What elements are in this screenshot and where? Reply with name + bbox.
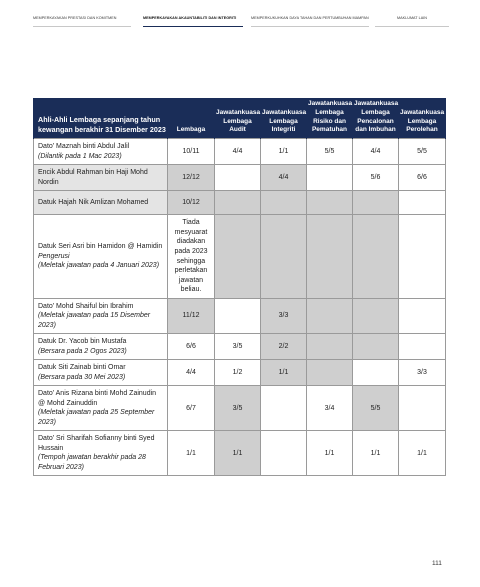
attendance-cell (307, 165, 353, 191)
attendance-cell (353, 298, 399, 334)
column-header: Jawatankuasa Lembaga Pencalonan dan Imbuhan (353, 98, 399, 139)
nav-tab-label: MEMPERKUKUHKAN DAYA TAHAN DAN PERTUMBUHAN MAMPAN (251, 16, 369, 20)
member-name: Dato’ Anis Rizana binti Mohd Zainudin @ Mohd Zainuddin (38, 390, 157, 407)
attendance-cell (353, 215, 399, 299)
attendance-cell (261, 191, 307, 215)
column-header: Jawatankuasa Lembaga Integriti (261, 98, 307, 139)
attendance-cell: 6/6 (168, 334, 215, 360)
member-name: Datuk Seri Asri bin Hamidon @ Hamidin (38, 243, 163, 251)
attendance-cell: 1/1 (399, 431, 446, 476)
attendance-cell: 10/12 (168, 191, 215, 215)
attendance-cell (215, 165, 261, 191)
attendance-cell (215, 298, 261, 334)
column-header: Jawatankuasa Lembaga Risiko dan Pematuhan (307, 98, 353, 139)
attendance-cell (261, 431, 307, 476)
top-navigation (33, 14, 450, 28)
table-row (34, 431, 446, 476)
table-row (34, 298, 446, 334)
attendance-table (33, 98, 446, 476)
attendance-cell (399, 191, 446, 215)
member-name: Dato’ Maznah binti Abdul Jalil (38, 143, 130, 151)
attendance-cell: 2/2 (261, 334, 307, 360)
table-row (34, 139, 446, 165)
nav-tab-daya-tahan[interactable] (251, 14, 369, 27)
attendance-cell (353, 191, 399, 215)
member-name-cell (34, 165, 168, 191)
attendance-cell (399, 215, 446, 299)
attendance-cell: 6/6 (399, 165, 446, 191)
column-header: Jawatankuasa Lembaga Perolehan (399, 98, 446, 139)
attendance-cell (307, 215, 353, 299)
member-note: (Meletak jawatan pada 15 Disember 2023) (38, 312, 151, 329)
attendance-cell (399, 386, 446, 431)
attendance-cell (215, 191, 261, 215)
attendance-cell: 3/5 (215, 334, 261, 360)
table-row (34, 360, 446, 386)
attendance-cell (353, 334, 399, 360)
table-row (34, 215, 446, 299)
attendance-cell: 4/4 (215, 139, 261, 165)
attendance-cell: 1/1 (307, 431, 353, 476)
attendance-cell: 6/7 (168, 386, 215, 431)
nav-tab-prestasi[interactable] (33, 14, 131, 27)
attendance-cell: 1/1 (261, 139, 307, 165)
member-name-cell (34, 360, 168, 386)
attendance-cell (399, 334, 446, 360)
attendance-cell: 10/11 (168, 139, 215, 165)
member-note: (Dilantik pada 1 Mac 2023) (38, 152, 122, 160)
attendance-cell: 11/12 (168, 298, 215, 334)
attendance-cell (307, 298, 353, 334)
member-name: Datuk Dr. Yacob bin Mustafa (38, 338, 127, 346)
attendance-cell: 12/12 (168, 165, 215, 191)
attendance-cell (307, 334, 353, 360)
member-name: Dato’ Sri Sharifah Sofianny binti Syed Hussain (38, 435, 155, 452)
attendance-cell (261, 386, 307, 431)
attendance-cell (261, 215, 307, 299)
member-note: (Tempoh jawatan berakhir pada 28 Februari 2023) (38, 454, 146, 471)
attendance-cell: 4/4 (353, 139, 399, 165)
attendance-cell: 1/2 (215, 360, 261, 386)
column-header: Ahli-Ahli Lembaga sepanjang tahun kewangan berakhir 31 Disember 2023 (34, 98, 168, 139)
member-name-cell (34, 431, 168, 476)
member-note: (Meletak jawatan pada 4 Januari 2023) (38, 262, 160, 270)
member-name: Datuk Siti Zainab binti Omar (38, 364, 126, 372)
attendance-cell: 3/4 (307, 386, 353, 431)
attendance-cell: 4/4 (261, 165, 307, 191)
nav-tab-maklumat-lain[interactable] (375, 14, 449, 27)
table-body (34, 139, 446, 476)
member-name-cell (34, 215, 168, 299)
member-name-cell (34, 334, 168, 360)
table-row (34, 334, 446, 360)
attendance-cell: 5/5 (353, 386, 399, 431)
page-number: 111 (432, 560, 442, 567)
attendance-cell: 1/1 (215, 431, 261, 476)
table-header-row (34, 98, 446, 139)
member-note: Pengerusi (38, 252, 70, 260)
attendance-cell: 3/3 (399, 360, 446, 386)
member-name-cell (34, 191, 168, 215)
attendance-cell (353, 360, 399, 386)
member-name-cell (34, 386, 168, 431)
table-row (34, 165, 446, 191)
attendance-cell: 3/5 (215, 386, 261, 431)
member-name: Dato’ Mohd Shaiful bin Ibrahim (38, 302, 134, 310)
attendance-cell: Tiada mesyuarat diadakan pada 2023 sehingga perletakan jawatan beliau. (168, 215, 215, 299)
attendance-cell: 5/5 (307, 139, 353, 165)
table-row (34, 191, 446, 215)
member-note: (Meletak jawatan pada 25 September 2023) (38, 409, 155, 426)
member-name: Encik Abdul Rahman bin Haji Mohd Nordin (38, 169, 148, 186)
attendance-cell: 5/6 (353, 165, 399, 191)
nav-tab-label: MEMPERKAYAKAN AKAUNTABILITI DAN INTEGRITI (143, 16, 237, 20)
attendance-cell: 5/5 (399, 139, 446, 165)
attendance-cell (399, 298, 446, 334)
table-row (34, 386, 446, 431)
nav-tab-akauntabiliti[interactable] (143, 14, 243, 27)
nav-tab-label: MAKLUMAT LAIN (396, 16, 428, 20)
attendance-cell (215, 215, 261, 299)
column-header: Jawatankuasa Lembaga Audit (215, 98, 261, 139)
attendance-cell (307, 191, 353, 215)
member-name-cell (34, 298, 168, 334)
member-name: Datuk Hajah Nik Amlizan Mohamed (38, 198, 149, 206)
attendance-cell: 1/1 (168, 431, 215, 476)
attendance-cell: 3/3 (261, 298, 307, 334)
attendance-cell: 4/4 (168, 360, 215, 386)
attendance-cell: 1/1 (261, 360, 307, 386)
member-name-cell (34, 139, 168, 165)
member-note: (Bersara pada 30 Mei 2023) (38, 373, 126, 381)
attendance-cell: 1/1 (353, 431, 399, 476)
column-header: Lembaga (168, 98, 215, 139)
attendance-cell (307, 360, 353, 386)
nav-tab-label: MEMPERKAYAKAN PRESTASI DAN KOMITMEN (33, 16, 117, 20)
member-note: (Bersara pada 2 Ogos 2023) (38, 347, 127, 355)
